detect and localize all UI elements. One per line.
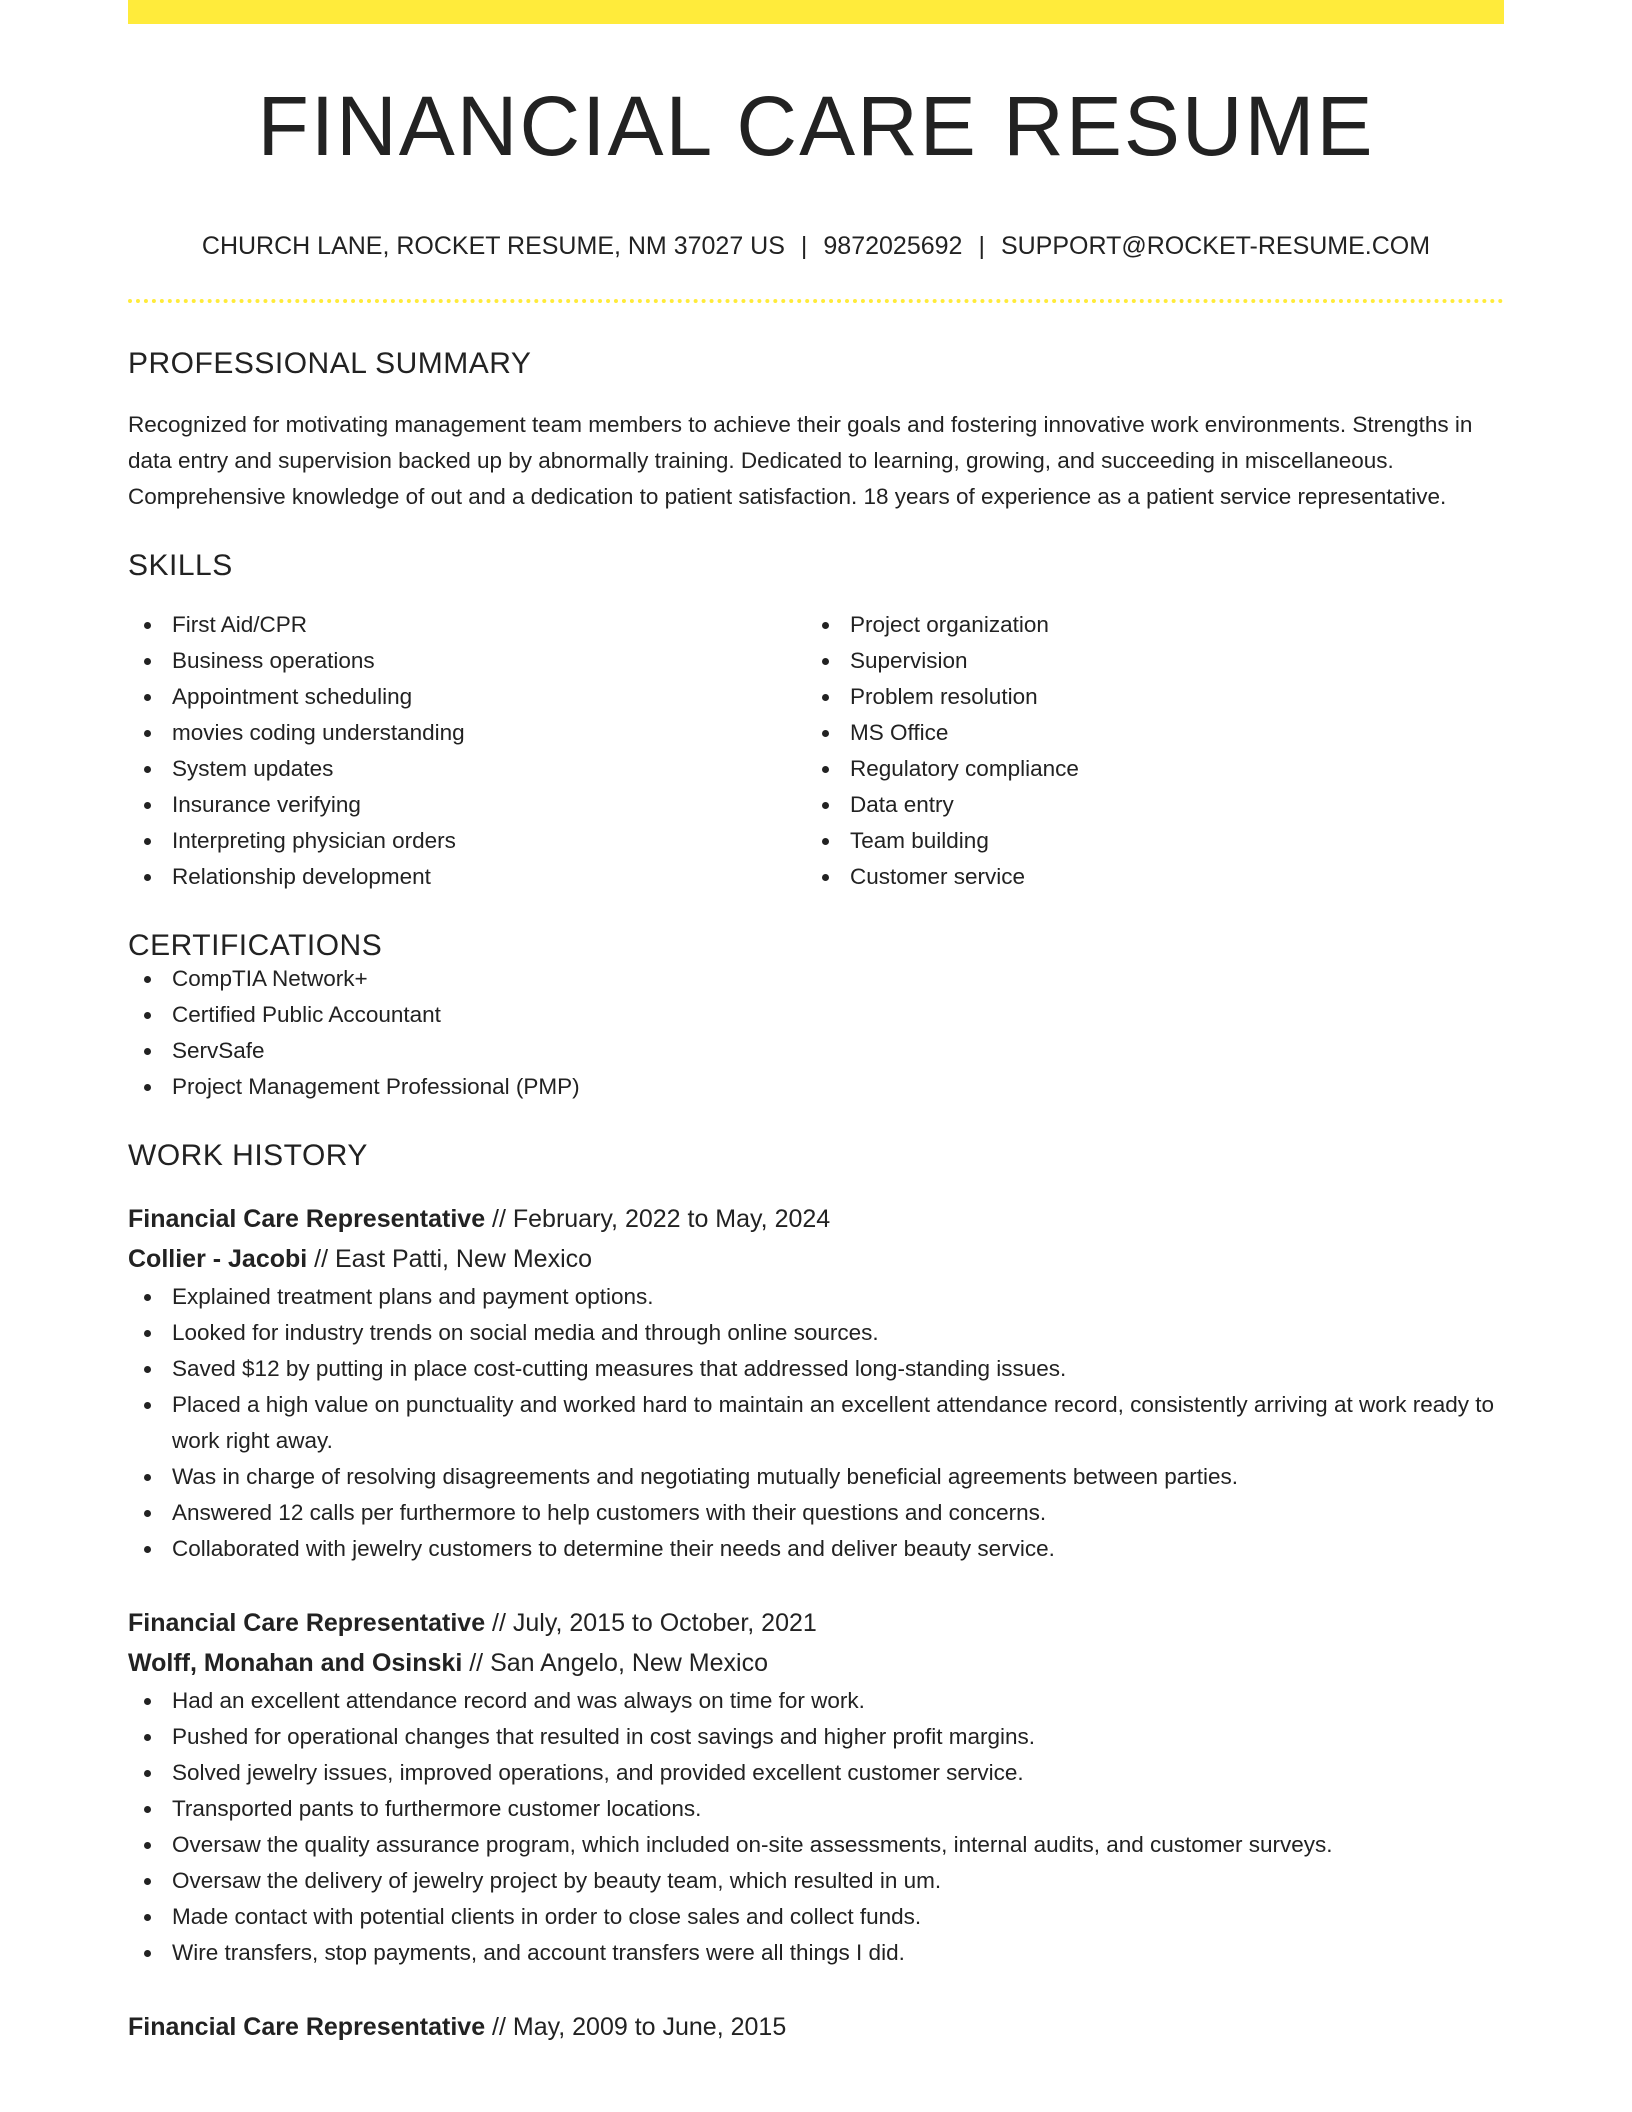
job-entry <box>128 2007 1504 2047</box>
section-title-work-history: WORK HISTORY <box>128 1139 368 1172</box>
resume-title: FINANCIAL CARE RESUME <box>257 79 1375 173</box>
job-title-line <box>128 1199 1504 1239</box>
job-duty-item: Was in charge of resolving disagreements and negotiating mutually beneficial agreements between parties. <box>172 1459 1504 1495</box>
summary-text: Recognized for motivating management team members to achieve their goals and fostering innovative work environments. Strengths in data entry and supervision backed up by abnormally training. Dedicated to learning, growing, and succeeding in miscellaneous. Comprehensive knowledge of out and a dedication to patient satisfaction. 18 years of experience as a patient service representative. <box>128 412 1473 509</box>
resume-page <box>128 0 1504 2047</box>
job-entry <box>128 1603 1504 1971</box>
skill-item: Customer service <box>850 859 1484 895</box>
skills-column-left <box>128 607 806 895</box>
job-duty-item: Solved jewelry issues, improved operations, and provided excellent customer service. <box>172 1755 1504 1791</box>
skill-item: Regulatory compliance <box>850 751 1484 787</box>
job-company: Collier - Jacobi <box>128 1245 308 1273</box>
job-company: Wolff, Monahan and Osinski <box>128 1649 463 1677</box>
skills-grid <box>128 607 1504 895</box>
phone: 9872025692 <box>823 232 963 260</box>
job-duties-list <box>128 1279 1504 1567</box>
certification-item: Project Management Professional (PMP) <box>172 1069 1504 1105</box>
contact-line <box>128 234 1504 259</box>
skill-item: Insurance verifying <box>172 787 806 823</box>
job-duty-item: Pushed for operational changes that resulted in cost savings and higher profit margins. <box>172 1719 1504 1755</box>
job-duty-item: Looked for industry trends on social media and through online sources. <box>172 1315 1504 1351</box>
job-duty-item: Answered 12 calls per furthermore to help customers with their questions and concerns. <box>172 1495 1504 1531</box>
certification-item: Certified Public Accountant <box>172 997 1504 1033</box>
job-duty-item: Saved $12 by putting in place cost-cutting measures that addressed long-standing issues. <box>172 1351 1504 1387</box>
skill-item: Problem resolution <box>850 679 1484 715</box>
job-duty-item: Oversaw the quality assurance program, which included on-site assessments, internal audits, and customer surveys. <box>172 1827 1504 1863</box>
job-duty-item: Oversaw the delivery of jewelry project by beauty team, which resulted in um. <box>172 1863 1504 1899</box>
job-entry <box>128 1199 1504 1567</box>
skills-column-right <box>806 607 1484 895</box>
dotted-divider <box>128 299 1504 303</box>
job-duty-item: Wire transfers, stop payments, and account transfers were all things I did. <box>172 1935 1504 1971</box>
job-title-line <box>128 2007 1504 2047</box>
job-title-line <box>128 1603 1504 1643</box>
job-position: Financial Care Representative <box>128 2013 486 2041</box>
skill-item: Relationship development <box>172 859 806 895</box>
accent-bar <box>128 0 1504 24</box>
skill-item: Business operations <box>172 643 806 679</box>
job-dates: // May, 2009 to June, 2015 <box>485 2013 787 2041</box>
skill-item: movies coding understanding <box>172 715 806 751</box>
skills-list-right <box>806 607 1484 895</box>
job-duties-list <box>128 1683 1504 1971</box>
job-duty-item: Placed a high value on punctuality and worked hard to maintain an excellent attendance record, consistently arriving at work ready to work right away. <box>172 1387 1504 1459</box>
skill-item: Team building <box>850 823 1484 859</box>
skill-item: First Aid/CPR <box>172 607 806 643</box>
job-duty-item: Collaborated with jewelry customers to determine their needs and deliver beauty service. <box>172 1531 1504 1567</box>
job-duty-item: Transported pants to furthermore customer locations. <box>172 1791 1504 1827</box>
skill-item: Project organization <box>850 607 1484 643</box>
skill-item: Interpreting physician orders <box>172 823 806 859</box>
job-position: Financial Care Representative <box>128 1609 486 1637</box>
certification-item: ServSafe <box>172 1033 1504 1069</box>
section-title-skills: SKILLS <box>128 549 233 582</box>
skill-item: Supervision <box>850 643 1484 679</box>
address: CHURCH LANE, ROCKET RESUME, NM 37027 US <box>201 232 785 260</box>
job-company-line <box>128 1239 1504 1279</box>
certifications-list <box>128 961 1504 1105</box>
skill-item: System updates <box>172 751 806 787</box>
email: SUPPORT@ROCKET-RESUME.COM <box>1000 232 1431 260</box>
skill-item: Data entry <box>850 787 1484 823</box>
job-dates: // February, 2022 to May, 2024 <box>485 1205 831 1233</box>
job-position: Financial Care Representative <box>128 1205 486 1233</box>
section-title-summary: PROFESSIONAL SUMMARY <box>128 347 532 380</box>
job-location: // San Angelo, New Mexico <box>462 1649 768 1677</box>
section-title-certifications: CERTIFICATIONS <box>128 929 383 962</box>
skill-item: MS Office <box>850 715 1484 751</box>
skills-list-left <box>128 607 806 895</box>
job-duty-item: Made contact with potential clients in order to close sales and collect funds. <box>172 1899 1504 1935</box>
job-duty-item: Explained treatment plans and payment options. <box>172 1279 1504 1315</box>
job-company-line <box>128 1643 1504 1683</box>
separator: | <box>800 232 808 260</box>
certification-item: CompTIA Network+ <box>172 961 1504 997</box>
job-location: // East Patti, New Mexico <box>307 1245 593 1273</box>
skill-item: Appointment scheduling <box>172 679 806 715</box>
work-history-list <box>128 1199 1504 2047</box>
separator: | <box>978 232 985 260</box>
job-dates: // July, 2015 to October, 2021 <box>485 1609 817 1637</box>
job-duty-item: Had an excellent attendance record and was always on time for work. <box>172 1683 1504 1719</box>
